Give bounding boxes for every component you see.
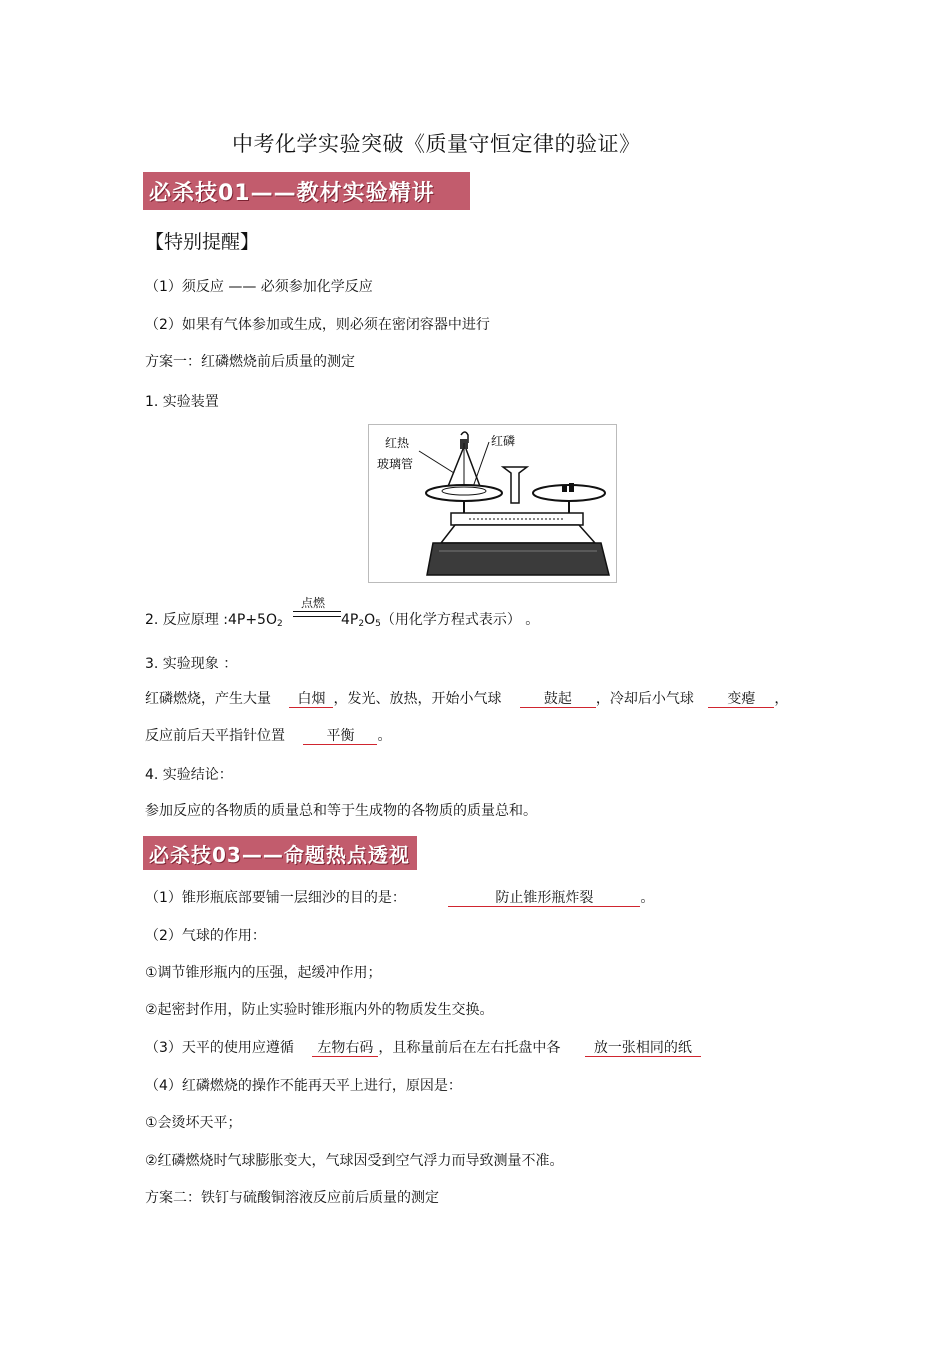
phenomenon-text-d: ，	[774, 691, 789, 707]
balance-drawing	[369, 425, 616, 582]
plan-2: 方案二：铁钉与硫酸铜溶液反应前后质量的测定	[145, 1190, 439, 1206]
item-3: 3. 实验现象 ：	[145, 656, 238, 672]
reaction-suffix: （用化学方程式表示） 。	[380, 612, 540, 628]
reaction-product-o: O	[364, 612, 376, 628]
reaction-o5-subscript: 5	[375, 619, 381, 629]
section-heading: 【特别提醒】	[145, 231, 260, 253]
pointer-text: 反应前后天平指针位置	[145, 728, 285, 744]
reaction-p-subscript: 2	[358, 619, 365, 629]
item-1: 1. 实验装置	[145, 394, 219, 410]
reaction-prefix	[145, 609, 283, 629]
answer-deflate: 变瘪	[708, 691, 774, 708]
question-4-point-a: ①会烫坏天平；	[145, 1115, 242, 1131]
reaction-reactants: 2. 反应原理 :4P+5O	[145, 612, 277, 628]
item-4: 4. 实验结论：	[145, 767, 233, 783]
section-banner-03: 必杀技03——命题热点透视	[143, 836, 417, 870]
reaction-products	[341, 609, 539, 629]
question-1-text: （1）锥形瓶底部要铺一层细沙的目的是：	[145, 890, 406, 906]
phenomenon-line	[145, 688, 788, 708]
question-3-text-a: （3）天平的使用应遵循	[145, 1040, 294, 1056]
question-1	[145, 887, 654, 907]
reaction-condition-label: 点燃	[301, 596, 326, 610]
page-title: 中考化学实验突破《质量守恒定律的验证》	[232, 132, 641, 156]
question-3	[145, 1037, 701, 1057]
conclusion-text: 参加反应的各物质的质量总和等于生成物的各物质的质量总和。	[145, 803, 537, 819]
balance-apparatus-figure	[368, 424, 617, 583]
figure-label-tube-1: 红热	[385, 436, 410, 450]
question-4-point-b: ②红磷燃烧时气球膨胀变大，气球因受到空气浮力而导致测量不准。	[145, 1153, 564, 1169]
question-2-point-b: ②起密封作用，防止实验时锥形瓶内外的物质发生交换。	[145, 1002, 494, 1018]
reaction-product-p: 4P	[341, 612, 359, 628]
phenomenon-text-c: ，冷却后小气球	[595, 691, 694, 707]
answer-balance: 平衡	[303, 728, 377, 745]
question-2: （2）气球的作用：	[145, 928, 266, 944]
answer-white-smoke: 白烟	[289, 691, 333, 708]
figure-label-tube-2: 玻璃管	[377, 457, 414, 471]
note-2: （2）如果有气体参加或生成，则必须在密闭容器中进行	[145, 317, 490, 333]
plan-1: 方案一：红磷燃烧前后质量的测定	[145, 354, 355, 370]
phenomenon-text-b: ，发光、放热，开始小气球	[333, 691, 502, 707]
note-1: （1）须反应 —— 必须参加化学反应	[145, 279, 373, 295]
answer-same-paper: 放一张相同的纸	[585, 1040, 701, 1057]
figure-label-phosphorus: 红磷	[491, 434, 516, 448]
question-2-point-a: ①调节锥形瓶内的压强，起缓冲作用；	[145, 965, 382, 981]
answer-prevent-crack: 防止锥形瓶炸裂	[448, 890, 640, 907]
answer-inflate: 鼓起	[520, 691, 596, 708]
pointer-end: 。	[377, 728, 392, 744]
section-banner-01: 必杀技01——教材实验精讲	[143, 172, 470, 210]
question-3-text-b: ，且称量前后在左右托盘中各	[378, 1040, 561, 1056]
question-4: （4）红磷燃烧的操作不能再天平上进行，原因是：	[145, 1078, 462, 1094]
answer-left-object-right-weight: 左物右码	[312, 1040, 378, 1057]
pointer-line	[145, 725, 391, 745]
reaction-condition	[293, 594, 341, 634]
question-1-end: 。	[640, 890, 655, 906]
phenomenon-text-a: 红磷燃烧，产生大量	[145, 691, 271, 707]
reaction-o2-subscript: 2	[276, 619, 283, 629]
